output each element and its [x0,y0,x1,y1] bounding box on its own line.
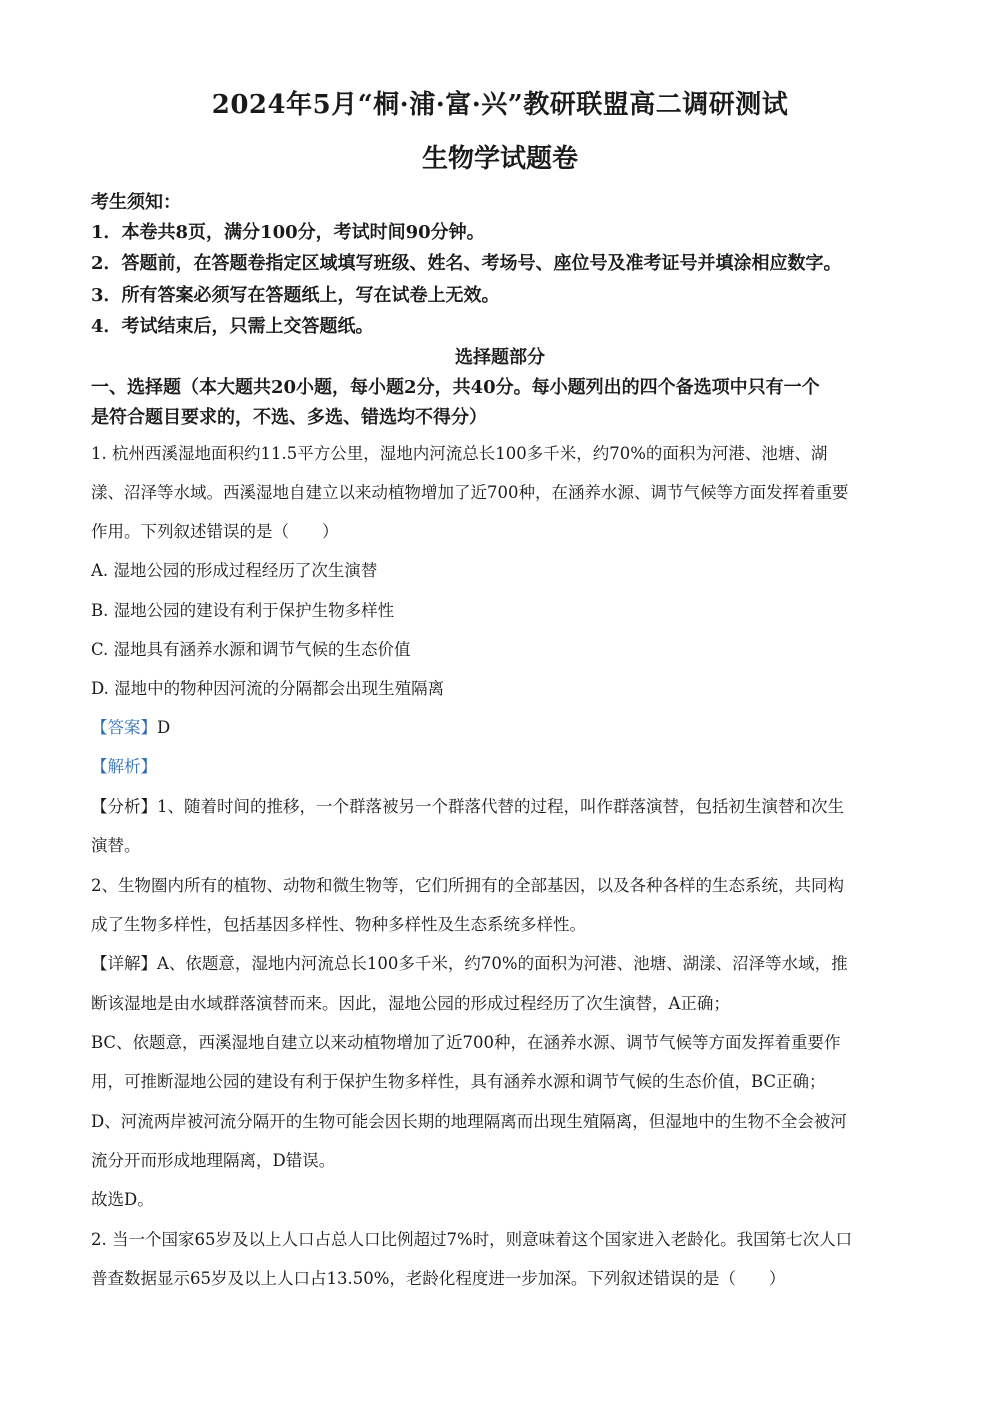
detail-line: D、河流两岸被河流分隔开的生物可能会因长期的地理隔离而出现生殖隔离，但湿地中的生物不全会被河 [91,1112,847,1131]
option-b: B. 湿地公园的建设有利于保护生物多样性 [91,601,395,620]
answer-tag: 【答案】 [91,718,157,737]
notice-item: 2．答题前，在答题卷指定区域填写班级、姓名、考场号、座位号及准考证号并填涂相应数字。 [91,253,842,274]
option-c: C. 湿地具有涵养水源和调节气候的生态价值 [91,640,411,659]
notice-item: 4．考试结束后，只需上交答题纸。 [91,316,374,337]
section-title: 选择题部分 [455,347,545,368]
detail-line: 断该湿地是由水域群落演替而来。因此，湿地公园的形成过程经历了次生演替，A正确； [91,994,730,1013]
exam-title: 2024年5月“桐·浦·富·兴”教研联盟高二调研测试 [211,90,789,120]
notice-heading: 考生须知： [91,192,181,213]
section-instruction: 是符合题目要求的，不选、多选、错选均不得分） [91,407,487,428]
notice-item: 1．本卷共8页，满分100分，考试时间90分钟。 [91,222,485,243]
fenxi-tag: 【分析】 [91,797,157,816]
fenxi-line [91,793,844,817]
detail-text: A、依题意，湿地内河流总长100多千米，约70%的面积为河港、池塘、湖漾、沼泽等水域，推 [157,954,848,973]
answer-value: D [157,718,171,737]
notice-item: 3．所有答案必须写在答题纸上，写在试卷上无效。 [91,285,500,306]
answer-line [91,714,170,738]
question-stem: 普查数据显示65岁及以上人口占13.50%，老龄化程度进一步加深。下列叙述错误的是（ ） [91,1269,786,1288]
fenxi-line: 2、生物圈内所有的植物、动物和微生物等，它们所拥有的全部基因，以及各种各样的生态系统，共同构 [91,876,844,895]
option-d: D. 湿地中的物种因河流的分隔都会出现生殖隔离 [91,679,445,698]
question-stem: 漾、沼泽等水域。西溪湿地自建立以来动植物增加了近700种，在涵养水源、调节气候等方面发挥着重要 [91,483,849,502]
question-stem: 作用。下列叙述错误的是（ ） [91,522,339,541]
question-stem: 2. 当一个国家65岁及以上人口占总人口比例超过7%时，则意味着这个国家进入老龄化。我国第七次人口 [91,1230,853,1249]
fenxi-line: 成了生物多样性，包括基因多样性、物种多样性及生态系统多样性。 [91,915,586,934]
detail-line: 流分开而形成地理隔离，D错误。 [91,1151,336,1170]
detail-line: 用，可推断湿地公园的建设有利于保护生物多样性，具有涵养水源和调节气候的生态价值，BC正确； [91,1072,826,1091]
fenxi-line: 演替。 [91,836,141,855]
detail-tag: 【详解】 [91,954,157,973]
option-a: A. 湿地公园的形成过程经历了次生演替 [91,561,378,580]
analysis-tag: 【解析】 [91,757,157,776]
conclusion: 故选D。 [91,1190,154,1209]
question-stem: 1. 杭州西溪湿地面积约11.5平方公里，湿地内河流总长100多千米，约70%的面积为河港、池塘、湖 [91,444,828,463]
fenxi-text: 1、随着时间的推移，一个群落被另一个群落代替的过程，叫作群落演替，包括初生演替和次生 [157,797,844,816]
detail-line: BC、依题意，西溪湿地自建立以来动植物增加了近700种，在涵养水源、调节气候等方面发挥着重要作 [91,1033,841,1052]
section-instruction: 一、选择题（本大题共20小题，每小题2分，共40分。每小题列出的四个备选项中只有一个 [91,377,820,398]
detail-line [91,950,848,974]
exam-subtitle: 生物学试题卷 [421,144,578,174]
